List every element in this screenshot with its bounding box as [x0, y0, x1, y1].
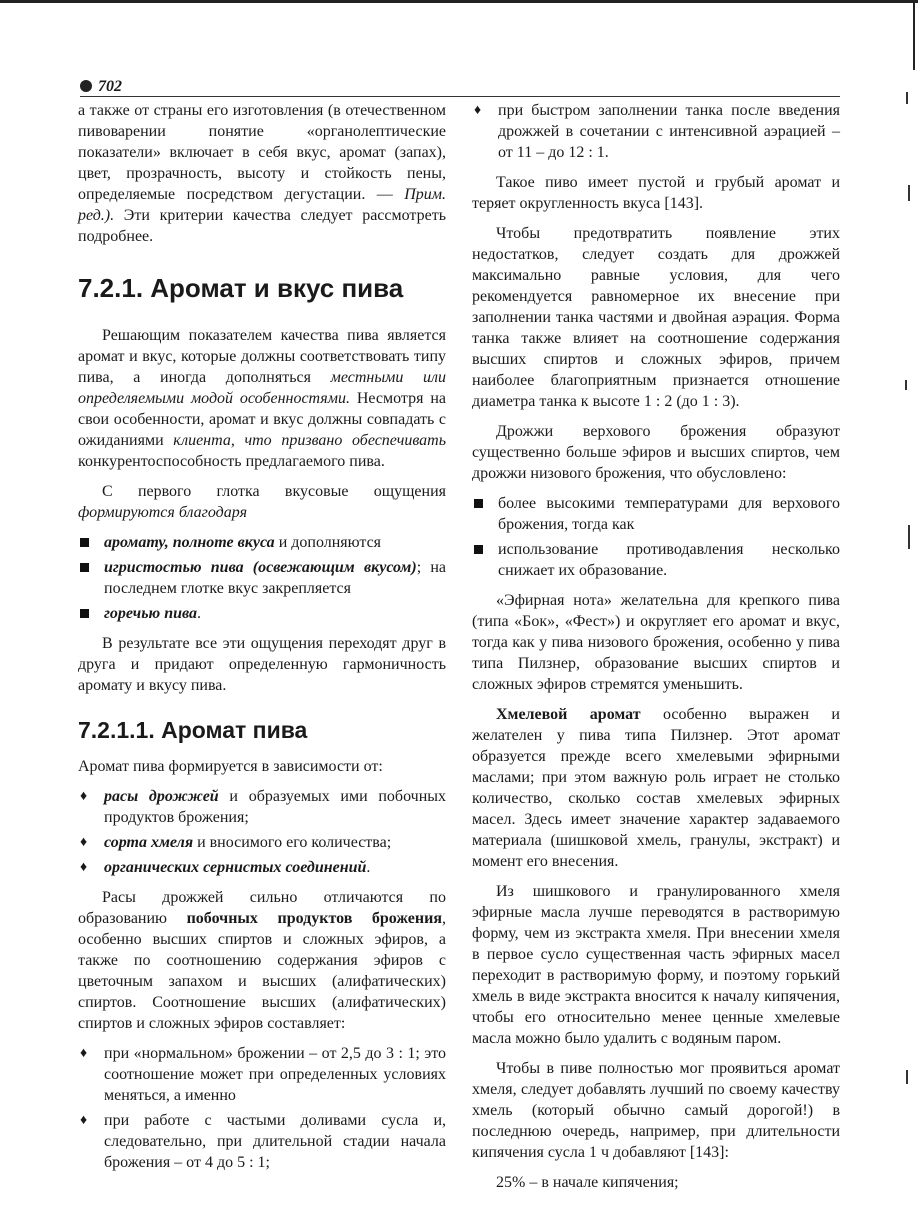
hop-schedule-line: 25% – в начале кипячения;: [496, 1174, 679, 1191]
diamond-bullet-icon: ♦: [80, 789, 88, 804]
intro-paragraph: а также от страны его изготовления (в отечественном пивоварении понятие «органолептические показатели» включает в себя вкус, аромат (запах), цвет, прозрачность, высоту и стойкость пены, определяемые посредством дегустации. — Прим. ред.). Эти критерии качества следует рассмотреть подробнее.: [78, 102, 447, 245]
taste-list: [78, 532, 446, 624]
left-column: [78, 100, 446, 1182]
top-fermentation-list: [472, 493, 840, 581]
list-item: ♦ расы дрожжей и образуемых ими побочных продуктов брожения;: [80, 788, 447, 826]
margin-mark: [908, 525, 910, 549]
top-fermentation-paragraph: Дрожжи верхового брожения образуют существенно больше эфиров и высших спиртов, чем дрожжи низового брожения, что обусловлено:: [472, 423, 840, 482]
diamond-bullet-icon: ♦: [80, 1113, 88, 1128]
margin-mark: [908, 185, 910, 201]
list-item: ♦ при «нормальном» брожении – от 2,5 до 3 : 1; это соотношение может при определенных условиях меняться, а именно: [80, 1045, 446, 1104]
list-item: ♦ органических сернистых соединений.: [80, 859, 371, 876]
diamond-bullet-icon: ♦: [80, 835, 88, 850]
list-item: ♦ при работе с частыми доливами сусла и, следовательно, при длительной стадии начала брожения – от 4 до 5 : 1;: [80, 1112, 446, 1171]
diamond-bullet-icon: ♦: [80, 1046, 88, 1061]
result-paragraph: В результате все эти ощущения переходят друг в друга и придают определенную гармоничность аромату и вкусу пива.: [78, 635, 446, 694]
first-sip-paragraph: С первого глотка вкусовые ощущения формируются благодаря: [78, 483, 446, 521]
prevention-paragraph: Чтобы предотвратить появление этих недостатков, следует создать для дрожжей максимально равные условия, для чего рекомендуется равномерное их внесение при заполнении танка частями и двойная аэрация. Форма танка также влияет на соотношение содержания высших спиртов и сложных эфиров, причем наиболее благоприятным признается отношение диаметра танка к высоте 1 : 2 (до 1 : 3).: [472, 225, 840, 410]
page-bullet-icon: [80, 80, 92, 92]
ester-note-paragraph: «Эфирная нота» желательна для крепкого пива (типа «Бок», «Фест») и округляет его аромат и вкус, тогда как у пива низового брожения, особенно у пива типа Пилзнер, образование высших спиртов и сложных эфиров стремятся уменьшить.: [472, 592, 840, 693]
aroma-factors-list: [78, 786, 446, 878]
margin-mark: [906, 1070, 908, 1084]
square-bullet-icon: [80, 538, 89, 547]
list-item: игристостью пива (освежающим вкусом); на последнем глотке вкус закрепляется: [78, 557, 446, 599]
ratio-list: [78, 1043, 446, 1173]
list-item: использование противодавления несколько снижает их образование.: [472, 539, 840, 581]
hop-addition-paragraph: Чтобы в пиве полностью мог проявиться аромат хмеля, следует добавлять лучший по своему качеству хмель (который обычно самый дорогой!) в последнюю очередь, например, при длительности кипячения сусла 1 ч добавляют [143]:: [472, 1060, 840, 1161]
margin-mark: [905, 380, 907, 390]
list-item: ♦ сорта хмеля и вносимого его количества;: [80, 834, 392, 851]
cone-hop-paragraph: Из шишкового и гранулированного хмеля эфирные масла лучше переводятся в растворимую форму, чем из экстракта хмеля. При внесении хмеля в первое сусло существенная часть эфирных масел переходит в растворимую форму, и поэтому горький хмель в виде экстракта вносится к началу кипячения, чтобы его относительно менее ценные хмелевые масла можно было удалить с водяным паром.: [472, 883, 840, 1047]
ratio-list-continued: [472, 100, 840, 163]
square-bullet-icon: [80, 609, 89, 618]
right-column: [472, 100, 840, 1202]
list-item: горечью пива.: [78, 603, 446, 624]
header-rule: [80, 96, 840, 97]
section-heading-7-2-1: 7.2.1. Аромат и вкус пива: [78, 273, 404, 303]
margin-mark: [906, 92, 908, 104]
aroma-intro-paragraph: Аромат пива формируется в зависимости от:: [78, 758, 383, 775]
square-bullet-icon: [80, 563, 89, 572]
diamond-bullet-icon: ♦: [80, 860, 88, 875]
empty-aroma-paragraph: Такое пиво имеет пустой и грубый аромат и теряет округленность вкуса [143].: [472, 174, 840, 212]
hop-aroma-paragraph: Хмелевой аромат особенно выражен и желателен у пива типа Пилзнер. Этот аромат образуется прежде всего хмелевыми эфирными маслами; при этом важную роль играет не столько количество, сколько состав хмелевых эфирных масел. Здесь имеет значение характер задаваемого материала (шишковой хмель, гранулы, экстракт) и момент его внесения.: [472, 706, 840, 870]
section-heading-7-2-1-1: 7.2.1.1. Аромат пива: [78, 717, 308, 743]
list-item: аромату, полноте вкуса и дополняются: [78, 532, 446, 553]
square-bullet-icon: [474, 499, 483, 508]
list-item: более высокими температурами для верхового брожения, тогда как: [472, 493, 840, 535]
key-quality-paragraph: Решающим показателем качества пива является аромат и вкус, которые должны соответствовать типу пива, а иногда дополняться местными или определяемыми модой особенностями. Несмотря на свои особенности, аромат и вкус должны совпадать с ожиданиями клиента, что призвано обеспечивать конкурентоспособность предлагаемого пива.: [78, 327, 447, 470]
square-bullet-icon: [474, 545, 483, 554]
page-number: 702: [80, 78, 122, 96]
list-item: ♦ при быстром заполнении танка после введения дрожжей в сочетании с интенсивной аэрацией – от 11 – до 12 : 1.: [474, 102, 840, 161]
scan-right-border: [913, 0, 915, 70]
diamond-bullet-icon: ♦: [474, 103, 482, 118]
yeast-races-paragraph: Расы дрожжей сильно отличаются по образованию побочных продуктов брожения, особенно высших спиртов и сложных эфиров, а также по соотношению содержания эфиров с цветочным запахом и высших (алифатических) спиртов. Соотношение высших (алифатических) спиртов и сложных эфиров составляет:: [78, 889, 446, 1032]
scan-top-border: [0, 0, 918, 3]
